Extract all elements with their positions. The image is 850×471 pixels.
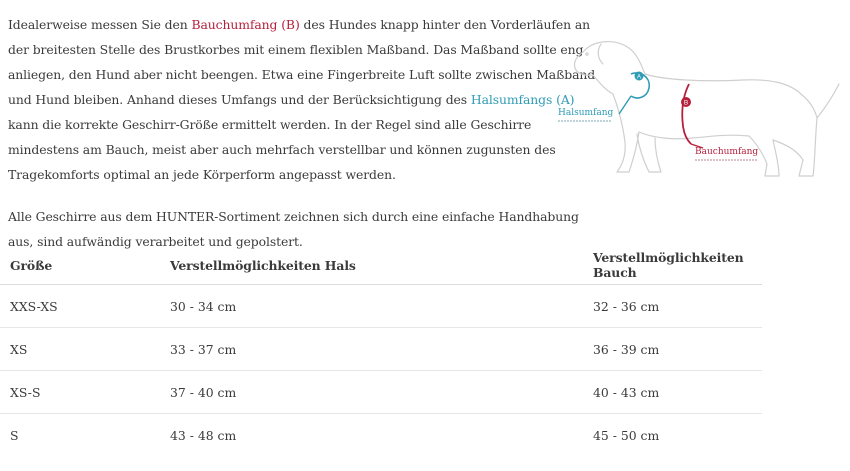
text-line: der breitesten Stelle des Brustkorbes mit einem flexiblen Maßband. Das Maßband sollte eng (8, 42, 584, 57)
marker-a: A (636, 74, 642, 81)
text-fragment: und Hund bleiben. Anhand dieses Umfangs und der Berücksichtigung des (8, 92, 471, 107)
intro-paragraph (8, 12, 596, 187)
neck-highlight: Halsumfangs (A) (470, 92, 575, 107)
cell-size: XS-S (0, 371, 170, 414)
marker-b: B (683, 99, 689, 107)
text-line: Alle Geschirre aus dem HUNTER-Sortiment zeichnen sich durch eine einfache Handhabung (8, 209, 579, 224)
table-row (0, 328, 762, 371)
cell-belly: 36 - 39 cm (593, 328, 762, 371)
cell-belly: 45 - 50 cm (593, 414, 762, 457)
table-row (0, 285, 762, 328)
header-size: Größe (10, 257, 53, 273)
cell-belly: 32 - 36 cm (593, 285, 762, 328)
cell-neck: 33 - 37 cm (170, 328, 593, 371)
table-row (0, 371, 762, 414)
header-neck: Verstellmöglichkeiten Hals (170, 257, 356, 273)
text-line: Tragekomforts optimal an jede Körperform angepasst werden. (8, 167, 396, 182)
header-belly: Verstellmöglichkeiten Bauch (593, 250, 744, 280)
table-header-row (0, 246, 762, 285)
cell-neck: 43 - 48 cm (170, 414, 593, 457)
cell-size: XXS-XS (0, 285, 170, 328)
cell-neck: 30 - 34 cm (170, 285, 593, 328)
cell-belly: 40 - 43 cm (593, 371, 762, 414)
belly-measure-line (682, 84, 691, 144)
table-row (0, 414, 762, 457)
text-line: mindestens am Bauch, meist aber auch mehrfach verstellbar und können zugunsten des (8, 142, 556, 157)
cell-size: S (0, 414, 170, 457)
text-fragment: Idealerweise messen Sie den (8, 17, 192, 32)
belly-label: Bauchumfang (695, 147, 759, 157)
size-table (0, 246, 762, 456)
text-fragment: des Hundes knapp hinter den Vorderläufen an (299, 17, 590, 32)
text-line: anliegen, den Hund aber nicht beengen. Etwa eine Fingerbreite Luft sollte zwischen Maßband (8, 67, 596, 82)
neck-label: Halsumfang (558, 108, 614, 118)
text-line: kann die korrekte Geschirr-Größe ermittelt werden. In der Regel sind alle Geschirre (8, 117, 532, 132)
dog-measurement-illustration (553, 30, 845, 190)
text-line: aus, sind aufwändig verarbeitet und gepolstert. (8, 234, 303, 249)
neck-arrow-line (619, 96, 631, 114)
belly-highlight: Bauchumfang (B) (191, 17, 300, 32)
cell-neck: 37 - 40 cm (170, 371, 593, 414)
cell-size: XS (0, 328, 170, 371)
